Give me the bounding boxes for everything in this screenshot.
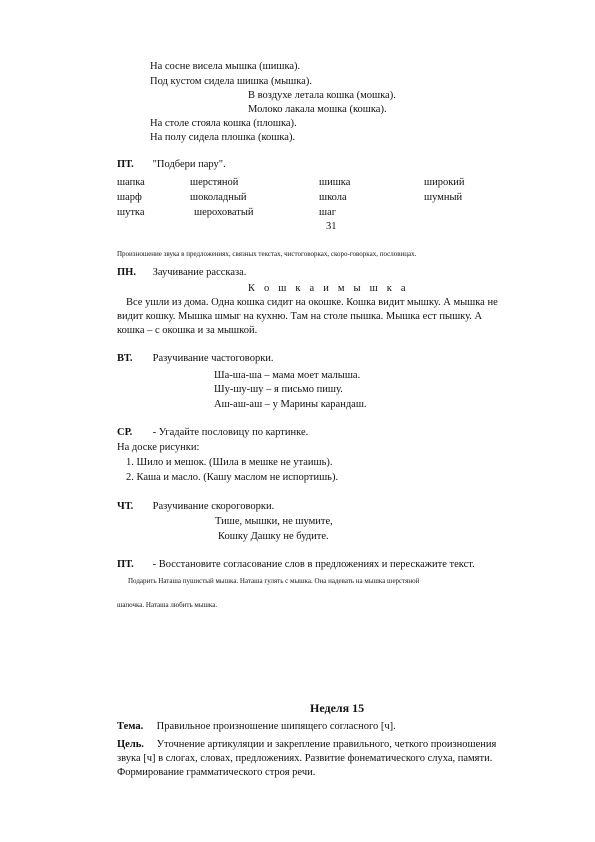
table-cell: широкий (424, 177, 465, 188)
proverb-item: 1. Шило и мешок. (Шила в мешке не утаишь). (126, 457, 333, 468)
section-sr (117, 426, 308, 439)
skorogovorka-line: Кошку Дашку не будите. (218, 531, 329, 542)
theme-text: Правильное произношение шипящего согласного [ч]. (156, 721, 396, 732)
table-cell: шероховатый (194, 207, 254, 218)
poem-line: На полу сидела плошка (кошка). (150, 132, 296, 143)
story-line: видит кошку. Мышка шмыг на кухню. Там на столе пышка. Мышка ест пышку. А (117, 311, 483, 322)
exercise-line: Подарить Наташа пушистый мышка. Наташа гулять с мышка. Она надевать на мышка шерстяной (128, 577, 420, 585)
section-label: ЧТ. (117, 501, 134, 512)
poem-line: На столе стояла кошка (плошка). (150, 118, 297, 129)
theme-line (117, 720, 396, 733)
proverb-item: 2. Каша и масло. (Кашу маслом не испортишь). (126, 472, 339, 483)
section-label: ПН. (117, 267, 136, 278)
table-cell: шумный (424, 192, 463, 203)
table-cell: шапка (117, 177, 145, 188)
table-cell: шутка (117, 207, 145, 218)
table-cell: шишка (319, 177, 351, 188)
subheading: Произношение звука в предложениях, связных текстах, чистоговорках, скоро-говорках, пословицах. (117, 250, 417, 258)
section-pt1 (117, 158, 226, 171)
story-line: Все ушли из дома. Одна кошка сидит на окошке. Кошка видит мышку. А мышка не (126, 297, 498, 308)
exercise-line: шапочка. Наташа любить мышка. (117, 601, 218, 609)
week-heading: Неделя 15 (310, 701, 365, 715)
table-cell: шерстяной (190, 177, 239, 188)
section-text: Заучивание рассказа. (152, 267, 247, 278)
table-cell: шаг (319, 207, 337, 218)
table-cell: шоколадный (190, 192, 247, 203)
goal-line: Формирование грамматического строя речи. (117, 767, 316, 778)
goal-line: звука [ч] в слогах, словах, предложениях. Развитие фонематического слуха, памяти. (117, 753, 493, 764)
section-pn (117, 266, 246, 279)
board-label: На доске рисунки: (117, 442, 200, 453)
section-text: Разучивание частоговорки. (152, 353, 274, 364)
goal-label: Цель. (117, 739, 144, 750)
theme-label: Тема. (117, 721, 144, 732)
story-line: кошка – с окошка и за мышкой. (117, 325, 258, 336)
poem-line: На сосне висела мышка (шишка). (150, 61, 301, 72)
section-text: - Восстановите согласование слов в предложениях и перескажите текст. (152, 559, 475, 570)
section-label: ПТ. (117, 559, 134, 570)
section-label: СР. (117, 427, 133, 438)
tongue-twister-line: Аш-аш-аш – у Марины карандаш. (214, 399, 367, 410)
goal-line (117, 738, 496, 751)
section-cht (117, 500, 274, 513)
section-text: Разучивание скороговорки. (152, 501, 275, 512)
section-label: ВТ. (117, 353, 133, 364)
section-pt2 (117, 558, 475, 571)
story-title: К о ш к а и м ы ш к а (248, 283, 409, 294)
poem-line: Молоко лакала мошка (кошка). (248, 104, 387, 115)
poem-line: В воздухе летала кошка (мошка). (248, 90, 396, 101)
table-cell: шарф (117, 192, 142, 203)
section-vt (117, 352, 274, 365)
page-number: 31 (326, 221, 337, 232)
section-text: - Угадайте пословицу по картинке. (152, 427, 309, 438)
tongue-twister-line: Шу-шу-шу – я письмо пишу. (214, 384, 343, 395)
table-cell: школа (319, 192, 347, 203)
section-text: "Подбери пару". (152, 159, 226, 170)
section-label: ПТ. (117, 159, 134, 170)
tongue-twister-line: Ша-ша-ша – мама моет малыша. (214, 370, 361, 381)
goal-text: Уточнение артикуляции и закрепление правильного, четкого произношения (156, 739, 497, 750)
poem-line: Под кустом сидела шишка (мышка). (150, 76, 312, 87)
skorogovorka-line: Тише, мышки, не шумите, (215, 516, 333, 527)
